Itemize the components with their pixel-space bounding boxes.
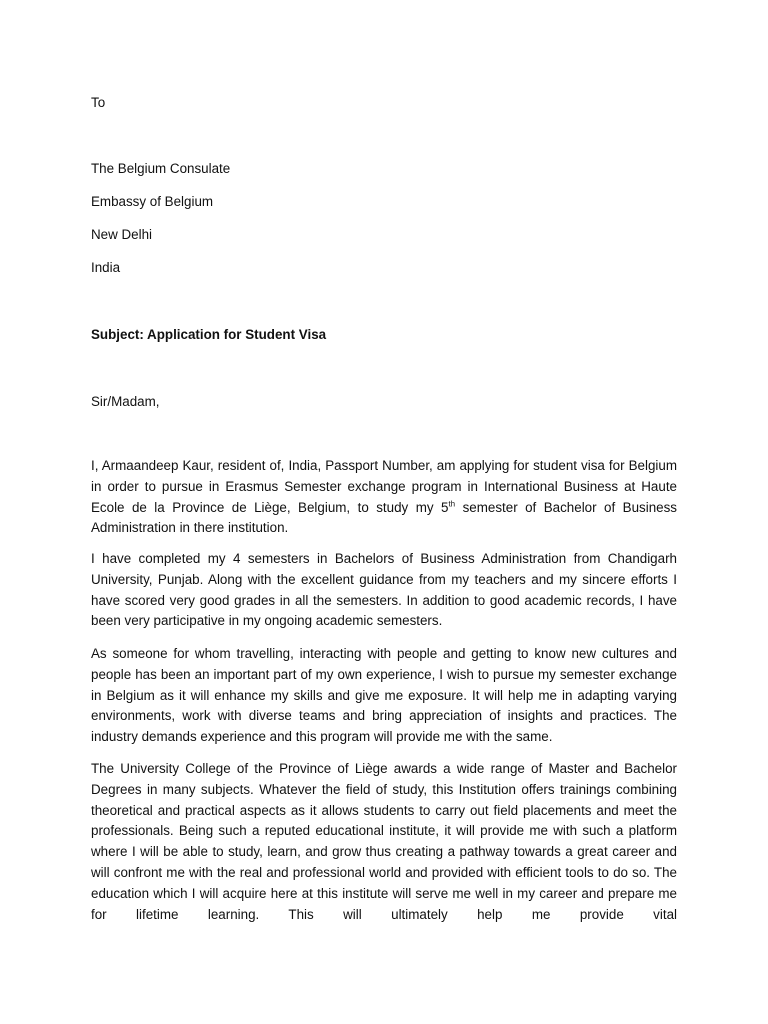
paragraph-1-text: I, Armaandeep Kaur, resident of, India, Passport Number, am applying for student visa for Belgium in order to pursue in Erasmus Semester exchange program in International Business at Haute Ecole de la Province de Liège, Belgium, to study my 5 xyxy=(91,458,677,515)
paragraph-2: I have completed my 4 semesters in Bachelors of Business Administration from Chandigarh University, Punjab. Along with the excellent guidance from my teachers and my sincere efforts I have scored very good grades in all the semesters. In addition to good academic records, I have been very participative in my ongoing academic semesters. xyxy=(91,551,677,629)
address-line-1: The Belgium Consulate xyxy=(91,161,231,176)
paragraph-1-text-end: semester of Bachelor of Business Administration in there institution. xyxy=(91,499,678,536)
address-line-3: New Delhi xyxy=(91,227,153,242)
paragraph-3: As someone for whom travelling, interacting with people and getting to know new cultures and people has been an important part of my own experience, I wish to pursue my semester exchange in Belgium as it will enhance my skills and give me exposure. It will help me in adapting varying environments, work with diverse teams and bring appreciation of insights and practices. The industry demands experience and this program will provide me with the same. xyxy=(91,646,677,745)
address-line-4: India xyxy=(91,260,121,275)
ordinal-suffix: th xyxy=(448,499,456,509)
address-line-2: Embassy of Belgium xyxy=(91,194,214,209)
subject-line: Subject: Application for Student Visa xyxy=(91,327,327,342)
salutation: Sir/Madam, xyxy=(91,394,160,409)
to-label: To xyxy=(91,95,106,110)
paragraph-4: The University College of the Province of Liège awards a wide range of Master and Bachelor Degrees in many subjects. Whatever the field of study, this Institution offers trainings combining theoretical and practical aspects as it allows students to carry out field placements and meet the professionals. Being such a reputed educational institute, it will provide me with such a platform where I will be able to study, learn, and grow thus creating a pathway towards a great career and will confront me with the real and professional world and provided with efficient tools to do so. The education which I will acquire here at this institute will serve me well in my career and prepare me for lifetime learning. This will ultimately help me provide vital xyxy=(91,761,677,922)
paragraph-1 xyxy=(91,456,677,539)
